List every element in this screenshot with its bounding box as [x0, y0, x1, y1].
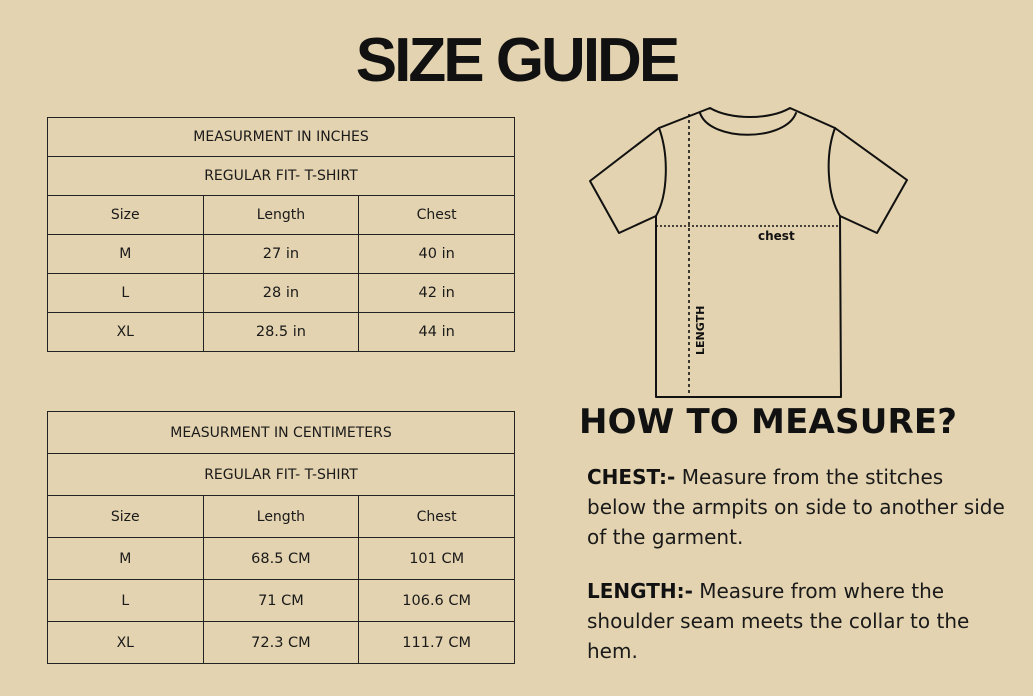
- tshirt-left-sleeve-seam: [656, 128, 666, 216]
- table-fit-label: REGULAR FIT- T-SHIRT: [48, 454, 515, 496]
- table-caption-row: [48, 118, 515, 157]
- tshirt-diagram: [585, 100, 915, 400]
- length-label: LENGTH: [694, 305, 707, 355]
- size-cell: L: [48, 580, 204, 622]
- size-cell: L: [48, 274, 204, 313]
- table-fit-row: [48, 157, 515, 196]
- chest-cell: 42 in: [359, 274, 515, 313]
- chest-instruction: [587, 462, 1007, 552]
- size-cell: M: [48, 538, 204, 580]
- table-header-row: [48, 496, 515, 538]
- column-header-length: Length: [203, 196, 359, 235]
- chest-cell: 101 CM: [359, 538, 515, 580]
- table-caption: MEASURMENT IN INCHES: [48, 118, 515, 157]
- inches-size-table: [47, 117, 515, 352]
- table-row: [48, 538, 515, 580]
- length-cell: 72.3 CM: [203, 622, 359, 664]
- chest-cell: 44 in: [359, 313, 515, 352]
- tshirt-outline: [590, 108, 907, 397]
- column-header-size: Size: [48, 496, 204, 538]
- length-term: LENGTH:-: [587, 579, 693, 603]
- table-caption: MEASURMENT IN CENTIMETERS: [48, 412, 515, 454]
- column-header-length: Length: [203, 496, 359, 538]
- chest-text: Measure from the stitches below the armpits on side to another side of the garment.: [587, 465, 1005, 549]
- size-cell: XL: [48, 313, 204, 352]
- table-row: [48, 235, 515, 274]
- chest-cell: 111.7 CM: [359, 622, 515, 664]
- length-cell: 68.5 CM: [203, 538, 359, 580]
- table-row: [48, 622, 515, 664]
- length-cell: 27 in: [203, 235, 359, 274]
- table-header-row: [48, 196, 515, 235]
- centimeters-size-table: [47, 411, 515, 664]
- size-cell: XL: [48, 622, 204, 664]
- length-instruction: [587, 576, 1007, 666]
- page-title: SIZE GUIDE: [355, 26, 678, 95]
- length-text: Measure from where the shoulder seam meets the collar to the hem.: [587, 579, 970, 663]
- chest-cell: 40 in: [359, 235, 515, 274]
- chest-label: chest: [758, 229, 795, 243]
- length-cell: 28 in: [203, 274, 359, 313]
- chest-term: CHEST:-: [587, 465, 676, 489]
- table-row: [48, 580, 515, 622]
- length-cell: 71 CM: [203, 580, 359, 622]
- column-header-size: Size: [48, 196, 204, 235]
- table-row: [48, 313, 515, 352]
- length-cell: 28.5 in: [203, 313, 359, 352]
- table-fit-label: REGULAR FIT- T-SHIRT: [48, 157, 515, 196]
- size-cell: M: [48, 235, 204, 274]
- table-row: [48, 274, 515, 313]
- how-to-measure-heading: HOW TO MEASURE?: [579, 402, 958, 442]
- column-header-chest: Chest: [359, 496, 515, 538]
- chest-cell: 106.6 CM: [359, 580, 515, 622]
- tshirt-right-sleeve-seam: [829, 128, 840, 216]
- column-header-chest: Chest: [359, 196, 515, 235]
- table-fit-row: [48, 454, 515, 496]
- table-caption-row: [48, 412, 515, 454]
